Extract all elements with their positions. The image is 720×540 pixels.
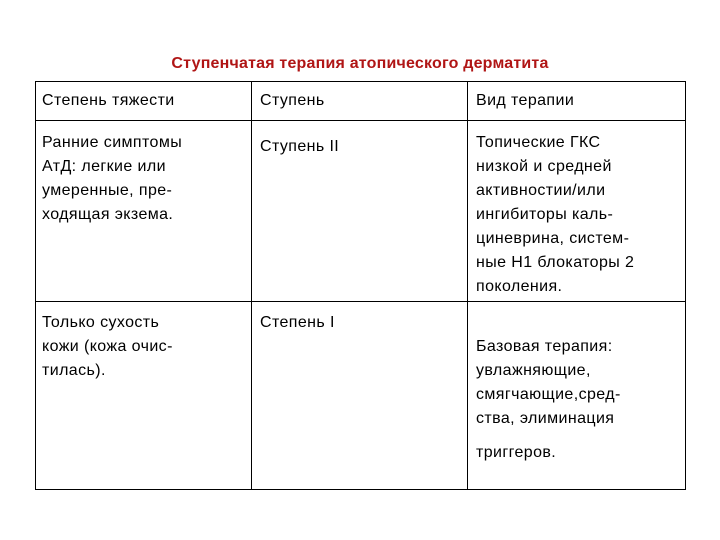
header-therapy-label: Вид терапии: [476, 92, 575, 109]
header-severity-label: Степень тяжести: [42, 92, 175, 109]
table-cell: [468, 302, 686, 490]
step-text: Ступень II: [260, 138, 340, 155]
slide-title: Ступенчатая терапия атопического дерматита: [171, 55, 549, 72]
table-cell: [252, 121, 468, 302]
severity-text: Ранние симптомы АтД: легкие или умеренные, пре- ходящая экзема.: [42, 134, 183, 223]
table-row: [36, 121, 686, 302]
step-text: Степень I: [260, 314, 335, 331]
therapy-text: Базовая терапия: увлажняющие, смягчающие,сред- ства, элиминация: [476, 338, 621, 427]
header-cell-severity: [36, 82, 252, 121]
table-cell: [252, 302, 468, 490]
table-cell: [468, 121, 686, 302]
therapy-text: Топические ГКС низкой и средней активностии/или ингибиторы каль- циневрина, систем- ные Н1 блокаторы 2 поколения.: [476, 134, 635, 295]
therapy-table: [35, 81, 686, 490]
table-cell: [36, 121, 252, 302]
therapy-cell-content: [468, 302, 685, 489]
therapy-text-continuation: триггеров.: [476, 444, 557, 461]
header-step-label: Ступень: [260, 92, 325, 109]
table-row: [36, 302, 686, 490]
header-cell-therapy: [468, 82, 686, 121]
severity-text: Только сухость кожи (кожа очис- тилась).: [42, 314, 173, 379]
header-cell-step: [252, 82, 468, 121]
table-cell: [36, 302, 252, 490]
table-header-row: [36, 82, 686, 121]
